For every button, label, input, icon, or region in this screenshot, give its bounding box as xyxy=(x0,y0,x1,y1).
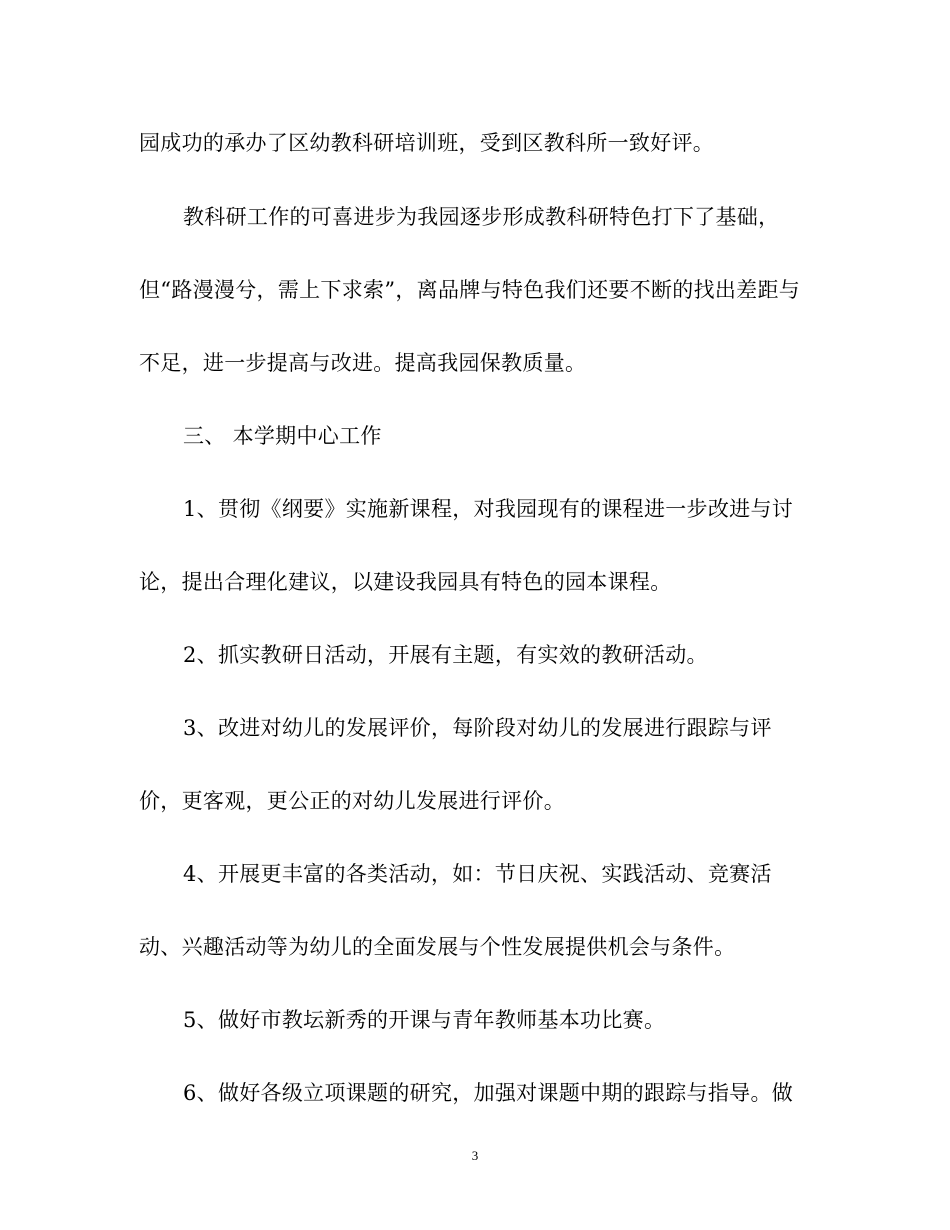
page-number: 3 xyxy=(471,1148,479,1163)
text-line: 园成功的承办了区幼教科研培训班，受到区教科所一致好评。 xyxy=(139,131,715,155)
text-line: 6、做好各级立项课题的研究，加强对课题中期的跟踪与指导。做 xyxy=(183,1081,794,1105)
text-line: 不足，进一步提高与改进。提高我园保教质量。 xyxy=(139,351,587,375)
text-line: 1、贯彻《纲要》实施新课程，对我园现有的课程进一步改进与讨 xyxy=(183,497,794,521)
text-line: 3、改进对幼儿的发展评价，每阶段对幼儿的发展进行跟踪与评 xyxy=(183,716,772,740)
text-line: 5、做好市教坛新秀的开课与青年教师基本功比赛。 xyxy=(183,1008,666,1032)
text-line: 动、兴趣活动等为幼儿的全面发展与个性发展提供机会与条件。 xyxy=(139,935,736,959)
text-line: 但“路漫漫兮，需上下求索”，离品牌与特色我们还要不断的找出差距与 xyxy=(139,278,801,302)
text-line: 价，更客观，更公正的对幼儿发展进行评价。 xyxy=(139,789,565,813)
section-heading: 三、 本学期中心工作 xyxy=(183,424,382,448)
text-line: 教科研工作的可喜进步为我园逐步形成教科研特色打下了基础， xyxy=(183,205,780,229)
text-line: 论，提出合理化建议，以建设我园具有特色的园本课程。 xyxy=(139,570,672,594)
text-line: 2、抓实教研日活动，开展有主题，有实效的教研活动。 xyxy=(183,643,708,667)
text-line: 4、开展更丰富的各类活动，如：节日庆祝、实践活动、竞赛活 xyxy=(183,862,772,886)
